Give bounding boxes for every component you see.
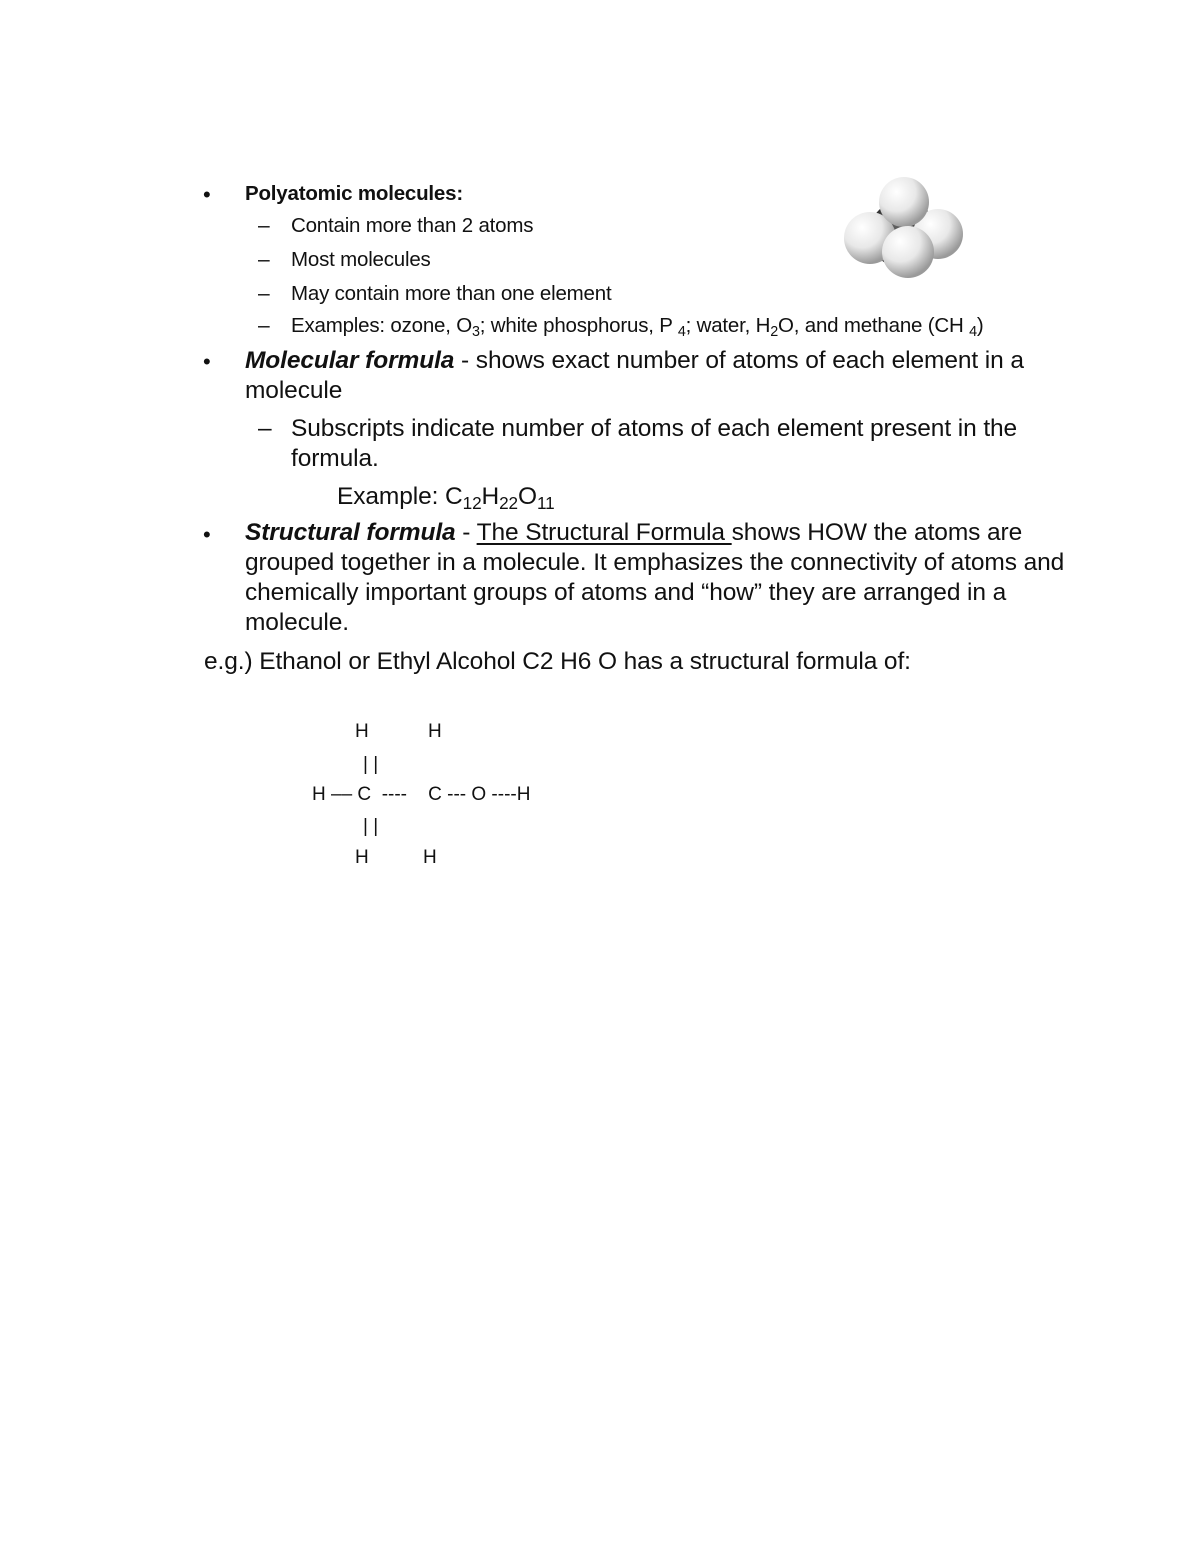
structure-top-h2: H bbox=[428, 721, 442, 742]
structural-formula-underlined: The Structural Formula bbox=[476, 519, 732, 546]
subscripts-line2: formula. bbox=[291, 445, 379, 472]
polyatomic-item-1: Contain more than 2 atoms bbox=[291, 214, 534, 237]
molecular-formula-line1: Molecular formula - shows exact number of atoms of each element in a bbox=[245, 347, 1024, 374]
dash-marker: – bbox=[258, 314, 270, 337]
structure-top-h1: H bbox=[355, 721, 369, 742]
dash-marker: – bbox=[258, 282, 270, 305]
dash-marker: – bbox=[258, 415, 272, 442]
subscripts-line1: Subscripts indicate number of atoms of each element present in the bbox=[291, 415, 1018, 442]
molecular-formula-line2: molecule bbox=[245, 377, 343, 404]
polyatomic-item-3: May contain more than one element bbox=[291, 282, 612, 305]
structural-formula-line2: grouped together in a molecule. It emphasizes the connectivity of atoms and bbox=[245, 549, 1065, 576]
bullet-marker: • bbox=[203, 522, 211, 547]
structural-formula-line3: chemically important groups of atoms and “how” they are arranged in a bbox=[245, 579, 1007, 606]
dash-marker: – bbox=[258, 248, 270, 271]
structural-formula-term: Structural formula bbox=[245, 519, 456, 546]
molecular-example: Example: $C_{12}H_{22}O_{11}$ bbox=[337, 483, 555, 513]
polyatomic-heading: Polyatomic molecules: bbox=[245, 182, 463, 205]
structure-bottom-bonds: | | bbox=[363, 816, 379, 837]
structural-formula-line4: molecule. bbox=[245, 609, 349, 636]
structure-top-bonds: | | bbox=[363, 754, 379, 775]
methane-molecule-image bbox=[838, 176, 968, 281]
structural-formula-line1: Structural formula - The Structural Formula shows HOW the atoms are bbox=[245, 519, 1023, 546]
molecular-formula-term: Molecular formula bbox=[245, 347, 455, 374]
structure-bottom-h2: H bbox=[423, 847, 437, 868]
structure-bottom-h1: H bbox=[355, 847, 369, 868]
bullet-marker: • bbox=[203, 349, 211, 374]
polyatomic-item-2: Most molecules bbox=[291, 248, 431, 271]
bullet-marker: • bbox=[203, 182, 211, 207]
structure-middle: H –– C ---- C --- O ----H bbox=[312, 784, 531, 805]
polyatomic-examples: Examples: ozone, $O_3$; white phosphorus, P $_4$; water, $H_2O$, and methane (CH $_4$) bbox=[291, 314, 984, 341]
ethanol-line: e.g.) Ethanol or Ethyl Alcohol C2 H6 O has a structural formula of: bbox=[204, 648, 911, 675]
dash-marker: – bbox=[258, 214, 270, 237]
